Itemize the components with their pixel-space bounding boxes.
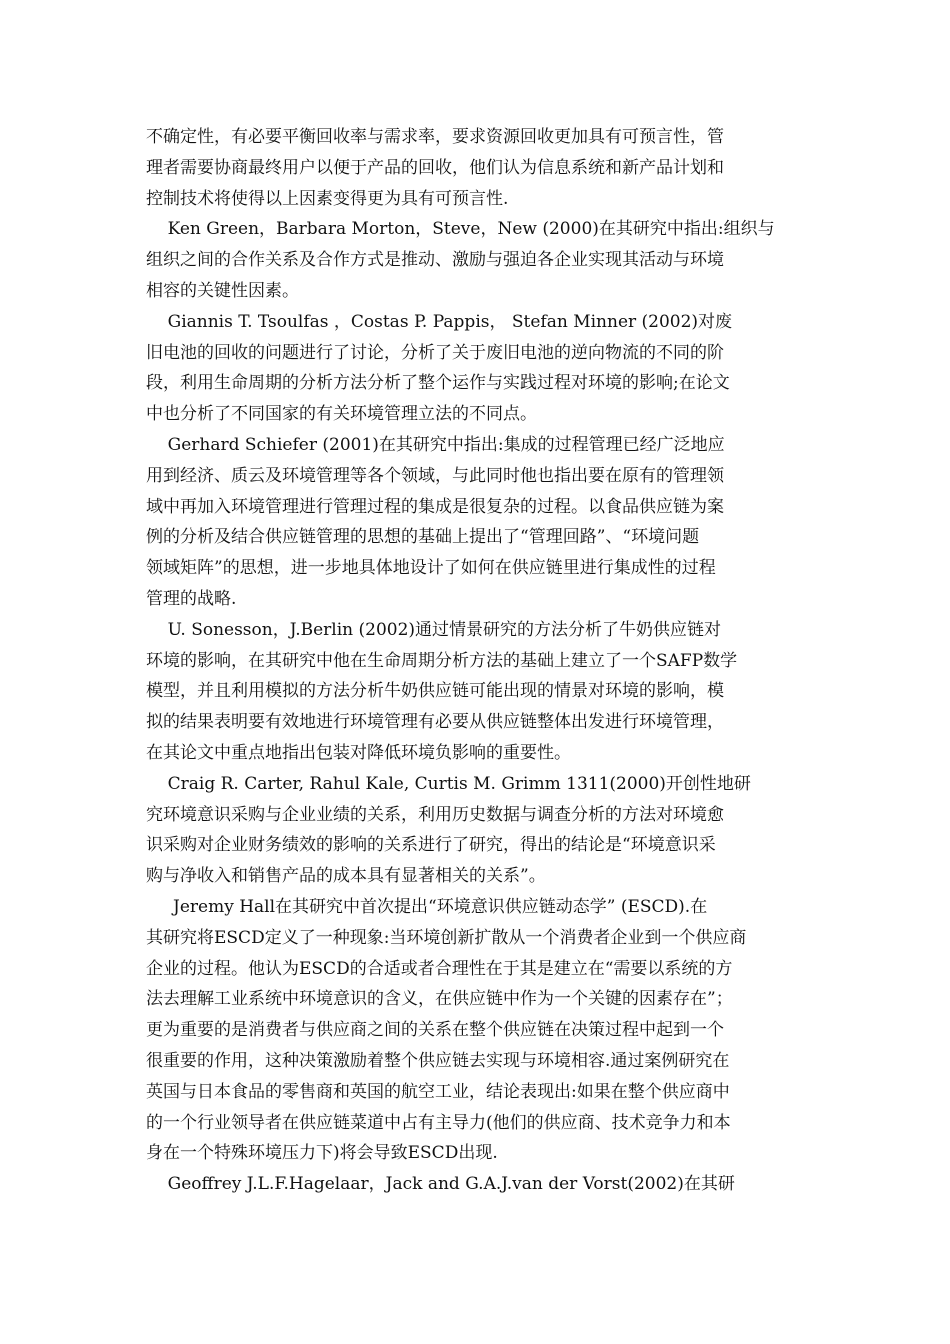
text-line: 环境的影响，在其研究中他在生命周期分析方法的基础上建立了一个SAFP数学 <box>146 650 738 671</box>
text-line: Geoffrey J.L.F.Hagelaar，Jack and G.A.J.van der Vorst(2002)在其研 <box>146 1174 735 1195</box>
text-line: 很重要的作用，这种决策激励着整个供应链去实现与环境相容.通过案例研究在 <box>146 1050 730 1071</box>
text-line: 识采购对企业财务绩效的影响的关系进行了研究，得出的结论是“环境意识采 <box>146 835 716 856</box>
text-line: 中也分析了不同国家的有关环境管理立法的不同点。 <box>146 404 537 425</box>
text-line: 控制技术将使得以上因素变得更为具有可预言性. <box>146 188 509 209</box>
paragraph <box>146 122 804 214</box>
body-text <box>146 122 804 1200</box>
paragraph <box>146 214 804 306</box>
text-line: 领域矩阵”的思想，进一步地具体地设计了如何在供应链里进行集成性的过程 <box>146 558 716 579</box>
text-line: 模型，并且利用模拟的方法分析牛奶供应链可能出现的情景对环境的影响，模 <box>146 681 724 702</box>
paragraph <box>146 430 804 615</box>
text-line: Jeremy Hall在其研究中首次提出“环境意识供应链动态学” (ESCD).在 <box>146 896 708 917</box>
text-line: Craig R. Carter, Rahul Kale, Curtis M. Grimm 1311(2000)开创性地研 <box>146 773 751 794</box>
paragraph <box>146 892 804 1169</box>
text-line: 企业的过程。他认为ESCD的合适或者合理性在于其是建立在“需要以系统的方 <box>146 958 733 979</box>
paragraph <box>146 615 804 769</box>
text-line: 购与净收入和销售产品的成本具有显著相关的关系”。 <box>146 866 546 887</box>
text-line: 相容的关键性因素。 <box>146 280 299 301</box>
paragraph <box>146 769 804 892</box>
text-line: 身在一个特殊环境压力下)将会导致ESCD出现. <box>146 1143 498 1164</box>
text-line: Ken Green，Barbara Morton，Steve，New (2000)在其研究中指出:组织与 <box>146 219 775 240</box>
text-line: 段，利用生命周期的分析方法分析了整个运作与实践过程对环境的影响;在论文 <box>146 373 730 394</box>
text-line: Giannis T. Tsoulfas ，Costas P. Pappis， Stefan Minner (2002)对废 <box>146 311 733 332</box>
text-line: 英国与日本食品的零售商和英国的航空工业，结论表现出:如果在整个供应商中 <box>146 1081 730 1102</box>
text-line: 的一个行业领导者在供应链菜道中占有主导力(他们的供应商、技术竞争力和本 <box>146 1112 731 1133</box>
text-line: 更为重要的是消费者与供应商之间的关系在整个供应链在决策过程中起到一个 <box>146 1020 724 1041</box>
text-line: 拟的结果表明要有效地进行环境管理有必要从供应链整体出发进行环境管理， <box>146 712 724 733</box>
text-line: 在其论文中重点地指出包装对降低环境负影响的重要性。 <box>146 742 571 763</box>
text-line: 组织之间的合作关系及合作方式是推动、激励与强迫各企业实现其活动与环境 <box>146 250 724 271</box>
text-line: Gerhard Schiefer (2001)在其研究中指出:集成的过程管理已经广泛地应 <box>146 434 725 455</box>
text-line: 其研究将ESCD定义了一种现象:当环境创新扩散从一个消费者企业到一个供应商 <box>146 927 747 948</box>
text-line: 法去理解工业系统中环境意识的含义，在供应链中作为一个关键的因素存在”； <box>146 989 733 1010</box>
paragraph <box>146 307 804 430</box>
text-line: U. Sonesson，J.Berlin (2002)通过情景研究的方法分析了牛奶供应链对 <box>146 619 722 640</box>
text-line: 管理的战略. <box>146 588 237 609</box>
text-line: 旧电池的回收的问题进行了讨论，分析了关于废旧电池的逆向物流的不同的阶 <box>146 342 724 363</box>
text-line: 例的分析及结合供应链管理的思想的基础上提出了“管理回路”、“环境问题 <box>146 527 700 548</box>
paragraph <box>146 1169 804 1200</box>
text-line: 不确定性，有必要平衡回收率与需求率，要求资源回收更加具有可预言性，管 <box>146 127 724 147</box>
text-line: 究环境意识采购与企业业绩的关系，利用历史数据与调查分析的方法对环境愈 <box>146 804 724 825</box>
text-line: 理者需要协商最终用户以便于产品的回收，他们认为信息系统和新产品计划和 <box>146 157 724 178</box>
text-line: 用到经济、质云及环境管理等各个领域，与此同时他也指出要在原有的管理领 <box>146 465 724 486</box>
text-line: 域中再加入环境管理进行管理过程的集成是很复杂的过程。以食品供应链为案 <box>146 496 724 517</box>
